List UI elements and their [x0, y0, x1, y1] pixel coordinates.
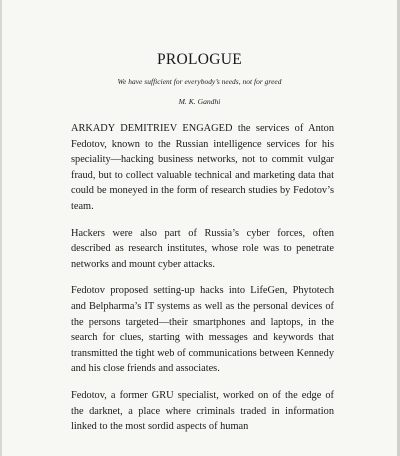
body-text	[71, 121, 334, 446]
paragraph-3: Fedotov proposed setting-up hacks into LifeGen, Phytotech and Belpharma’s IT systems as well as the personal devices of the persons targeted—their smartphones and laptops, in the search for clues, starting with messages and keywords that transmitted the tight web of communications between Kennedy and his close friends and associates.	[71, 285, 334, 375]
epigraph-quote: We have sufficient for everybody’s needs, not for greed	[117, 77, 282, 86]
paragraph-1-text: the services of Anton Fedotov, known to the Russian intelligence services for his speciality—hacking business networks, not to commit vulgar fraud, but to collect valuable technical and marketing data that could be moneyed in the form of research studies by Fedotov’s team.	[71, 123, 335, 212]
paragraph-4: Fedotov, a former GRU specialist, worked on of the edge of the darknet, a place where criminals traded in information linked to the most sordid aspects of human	[71, 389, 334, 433]
paragraph-1	[71, 121, 334, 215]
paragraph-1-lead: ARKADY DEMITRIEV ENGAGED	[71, 123, 233, 134]
epigraph-attribution: M. K. Gandhi	[178, 97, 221, 106]
paragraph-2: Hackers were also part of Russia’s cyber forces, often described as research institutes, whose role was to penetrate networks and mount cyber attacks.	[71, 227, 334, 270]
chapter-title: PROLOGUE	[156, 51, 243, 68]
